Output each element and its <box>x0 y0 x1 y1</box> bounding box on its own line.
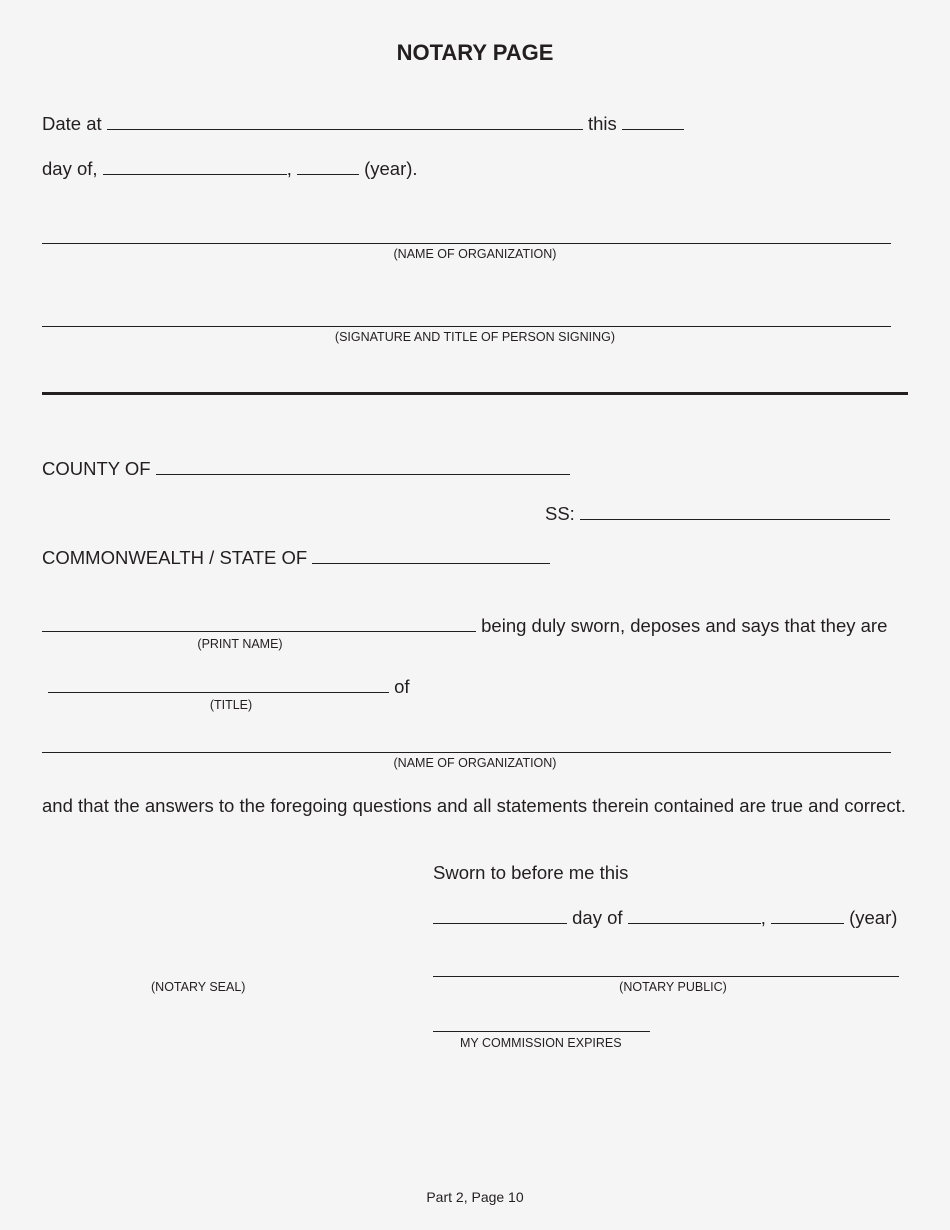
date-year-field[interactable] <box>297 160 359 175</box>
affidavit-organization-field[interactable] <box>42 752 891 753</box>
jurat-day-field[interactable] <box>433 909 567 924</box>
county-label: COUNTY OF <box>42 458 151 479</box>
jurat-year-field[interactable] <box>771 909 844 924</box>
print-name-field[interactable] <box>42 617 476 632</box>
day-of-label: day of, <box>42 158 98 179</box>
print-name-label: (PRINT NAME) <box>197 637 283 651</box>
jurat-date-line <box>433 907 897 929</box>
notary-seal-label: (NOTARY SEAL) <box>151 980 246 994</box>
jurat-month-field[interactable] <box>628 909 761 924</box>
ss-label: SS: <box>545 503 575 524</box>
date-at-label: Date at <box>42 113 102 134</box>
date-day-field[interactable] <box>622 115 684 130</box>
organization-name-label: (NAME OF ORGANIZATION) <box>393 247 557 261</box>
signature-field[interactable] <box>42 326 891 327</box>
date-place-field[interactable] <box>107 115 583 130</box>
ss-line <box>545 503 890 525</box>
page-title: NOTARY PAGE <box>396 40 554 65</box>
date-at-line <box>42 113 684 135</box>
comma: , <box>286 158 292 179</box>
year-label: (year). <box>364 158 418 179</box>
sworn-text: being duly sworn, deposes and says that they are <box>481 615 888 636</box>
county-line <box>42 458 570 480</box>
day-of-line <box>42 158 418 180</box>
title-line <box>48 676 410 698</box>
jurat-year-label: (year) <box>849 907 898 928</box>
date-month-field[interactable] <box>103 160 287 175</box>
sworn-before-text: Sworn to before me this <box>433 862 629 883</box>
notary-public-signature-field[interactable] <box>433 976 899 977</box>
notary-public-label: (NOTARY PUBLIC) <box>619 980 727 994</box>
affidavit-organization-label: (NAME OF ORGANIZATION) <box>393 756 557 770</box>
of-label: of <box>394 676 410 697</box>
section-divider <box>42 392 908 395</box>
jurat-comma: , <box>760 907 766 928</box>
state-line <box>42 547 550 569</box>
page-footer: Part 2, Page 10 <box>426 1189 524 1205</box>
statement-text: and that the answers to the foregoing questions and all statements therein contained are true and correct. <box>42 795 906 816</box>
sworn-line <box>42 615 887 637</box>
ss-field[interactable] <box>580 505 890 520</box>
jurat-day-of-label: day of <box>572 907 623 928</box>
state-label: COMMONWEALTH / STATE OF <box>42 547 308 568</box>
title-label: (TITLE) <box>209 698 253 712</box>
county-field[interactable] <box>156 460 570 475</box>
organization-name-field[interactable] <box>42 243 891 244</box>
title-field[interactable] <box>48 678 389 693</box>
this-label: this <box>587 113 617 134</box>
state-field[interactable] <box>312 549 550 564</box>
signature-label: (SIGNATURE AND TITLE OF PERSON SIGNING) <box>334 330 616 344</box>
commission-expires-label: MY COMMISSION EXPIRES <box>460 1036 622 1050</box>
commission-expires-field[interactable] <box>433 1031 650 1032</box>
